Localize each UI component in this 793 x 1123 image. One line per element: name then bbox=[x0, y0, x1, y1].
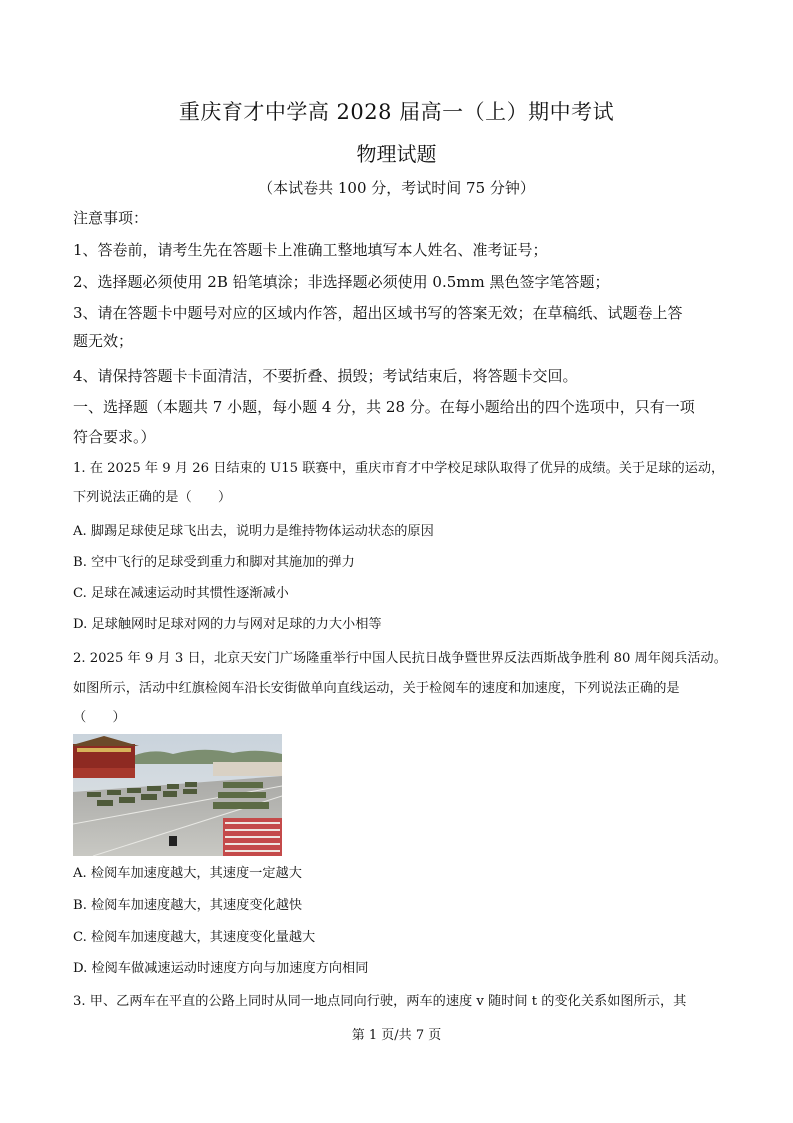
q1-option-b: B. 空中飞行的足球受到重力和脚对其施加的弹力 bbox=[73, 555, 355, 570]
exam-title: 重庆育才中学高 2028 届高一（上）期中考试 bbox=[178, 100, 615, 124]
q2-option-d: D. 检阅车做减速运动时速度方向与加速度方向相同 bbox=[73, 961, 369, 976]
q2-option-c: C. 检阅车加速度越大，其速度变化量越大 bbox=[73, 930, 316, 945]
page-number: 第 1 页/共 7 页 bbox=[351, 1028, 442, 1043]
q2-stem-cont-2: （ ） bbox=[73, 710, 126, 725]
subject-title: 物理试题 bbox=[356, 142, 437, 166]
instructions-heading: 注意事项： bbox=[73, 209, 149, 227]
parade-photo-image bbox=[73, 734, 282, 856]
q1-option-d: D. 足球触网时足球对网的力与网对足球的力大小相等 bbox=[73, 617, 382, 632]
section-heading-cont: 符合要求。） bbox=[73, 428, 156, 446]
section-heading: 一、选择题（本题共 7 小题，每小题 4 分，共 28 分。在每小题给出的四个选项中，只有一项 bbox=[73, 398, 695, 416]
instruction-item-3: 3、请在答题卡中题号对应的区域内作答，超出区域书写的答案无效；在草稿纸、试题卷上答 bbox=[73, 304, 683, 322]
q1-stem-cont: 下列说法正确的是（ ） bbox=[73, 490, 232, 505]
q1-option-a: A. 脚踢足球使足球飞出去，说明力是维持物体运动状态的原因 bbox=[73, 524, 434, 539]
q2-option-b: B. 检阅车加速度越大，其速度变化越快 bbox=[73, 898, 303, 913]
instruction-item-1: 1、答卷前，请考生先在答题卡上准确工整地填写本人姓名、准考证号； bbox=[73, 241, 548, 259]
q3-stem: 3. 甲、乙两车在平直的公路上同时从同一地点同向行驶，两车的速度 v 随时间 t 的变化关系如图所示，其 bbox=[73, 994, 687, 1009]
instruction-item-3-cont: 题无效； bbox=[73, 332, 134, 350]
q2-option-a: A. 检阅车加速度越大，其速度一定越大 bbox=[73, 866, 302, 881]
q1-option-c: C. 足球在减速运动时其惯性逐渐减小 bbox=[73, 586, 289, 601]
q1-stem: 1. 在 2025 年 9 月 26 日结束的 U15 联赛中，重庆市育才中学校足球队取得了优异的成绩。关于足球的运动， bbox=[73, 461, 725, 476]
parade-photo bbox=[73, 734, 282, 856]
instruction-item-4: 4、请保持答题卡卡面清洁，不要折叠、损毁；考试结束后，将答题卡交回。 bbox=[73, 367, 578, 385]
exam-note: （本试卷共 100 分，考试时间 75 分钟） bbox=[258, 179, 535, 197]
q2-stem: 2. 2025 年 9 月 3 日，北京天安门广场隆重举行中国人民抗日战争暨世界反法西斯战争胜利 80 周年阅兵活动。 bbox=[73, 651, 727, 666]
instruction-item-2: 2、选择题必须使用 2B 铅笔填涂；非选择题必须使用 0.5mm 黑色签字笔答题； bbox=[73, 273, 610, 291]
q2-stem-cont: 如图所示，活动中红旗检阅车沿长安街做单向直线运动，关于检阅车的速度和加速度，下列说法正确的是 bbox=[73, 681, 680, 696]
